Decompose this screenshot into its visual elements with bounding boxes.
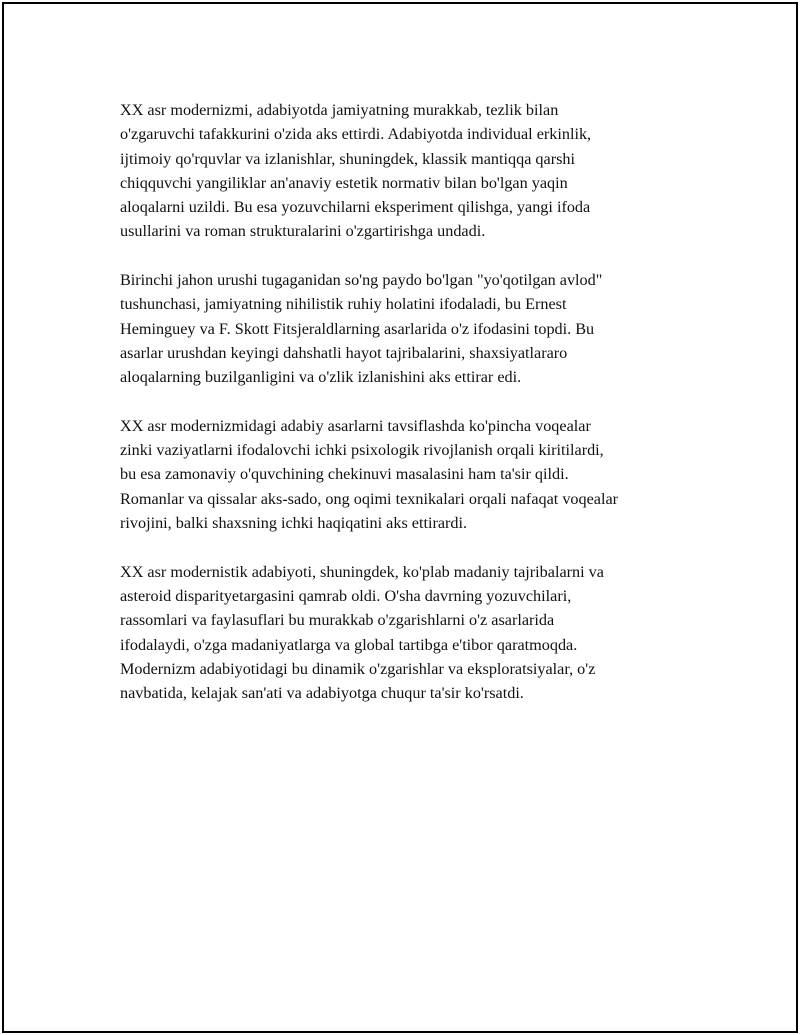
text-line: Modernizm adabiyotidagi bu dinamik o'zgarishlar va eksploratsiyalar, o'z bbox=[120, 659, 596, 678]
text-line: zinki vaziyatlarni ifodalovchi ichki psixologik rivojlanish orqali kiritilardi, bbox=[120, 441, 604, 460]
text-line: tushunchasi, jamiyatning nihilistik ruhiy holatini ifodaladi, bu Ernest bbox=[120, 295, 567, 314]
text-line: XX asr modernistik adabiyoti, shuningdek, ko'plab madaniy tajribalarni va bbox=[120, 562, 604, 581]
text-line: ijtimoiy qo'rquvlar va izlanishlar, shuningdek, klassik mantiqqa qarshi bbox=[120, 149, 575, 168]
paragraph-2 bbox=[120, 268, 700, 389]
text-line: asteroid disparityetargasini qamrab oldi. O'sha davrning yozuvchilari, bbox=[120, 586, 572, 605]
text-line: asarlar urushdan keyingi dahshatli hayot tajribalarini, shaxsiyatlararo bbox=[120, 343, 568, 362]
text-line: aloqalarning buzilganligini va o'zlik izlanishini aks ettirar edi. bbox=[120, 368, 522, 387]
text-line: Romanlar va qissalar aks-sado, ong oqimi texnikalari orqali nafaqat voqealar bbox=[120, 489, 619, 508]
paragraph-4 bbox=[120, 560, 700, 706]
text-line: chiqquvchi yangiliklar an'anaviy estetik normativ bilan bo'lgan yaqin bbox=[120, 173, 568, 192]
text-line: aloqalarni uzildi. Bu esa yozuvchilarni eksperiment qilishga, yangi ifoda bbox=[120, 198, 591, 217]
document-body bbox=[120, 98, 700, 730]
text-line: ifodalaydi, o'zga madaniyatlarga va global tartibga e'tibor qaratmoqda. bbox=[120, 635, 578, 654]
document-page bbox=[2, 2, 798, 1033]
text-line: Heminguey va F. Skott Fitsjeraldlarning asarlarida o'z ifodasini topdi. Bu bbox=[120, 319, 595, 338]
text-line: XX asr modernizmidagi adabiy asarlarni tavsiflashda ko'pincha voqealar bbox=[120, 416, 591, 435]
text-line: bu esa zamonaviy o'quvchining chekinuvi masalasini ham ta'sir qildi. bbox=[120, 465, 569, 484]
text-line: navbatida, kelajak san'ati va adabiyotga chuqur ta'sir ko'rsatdi. bbox=[120, 684, 524, 703]
text-line: usullarini va roman strukturalarini o'zgartirishga undadi. bbox=[120, 222, 486, 241]
text-line: XX asr modernizmi, adabiyotda jamiyatning murakkab, tezlik bilan bbox=[120, 101, 559, 119]
text-line: rivojini, balki shaxsning ichki haqiqatini aks ettirardi. bbox=[120, 514, 468, 533]
text-line: Birinchi jahon urushi tugaganidan so'ng paydo bo'lgan "yo'qotilgan avlod" bbox=[120, 271, 603, 290]
paragraph-3 bbox=[120, 414, 700, 535]
text-line: rassomlari va faylasuflari bu murakkab o'zgarishlarni o'z asarlarida bbox=[120, 611, 555, 630]
paragraph-1 bbox=[120, 98, 700, 244]
text-line: o'zgaruvchi tafakkurini o'zida aks ettirdi. Adabiyotda individual erkinlik, bbox=[120, 125, 592, 144]
